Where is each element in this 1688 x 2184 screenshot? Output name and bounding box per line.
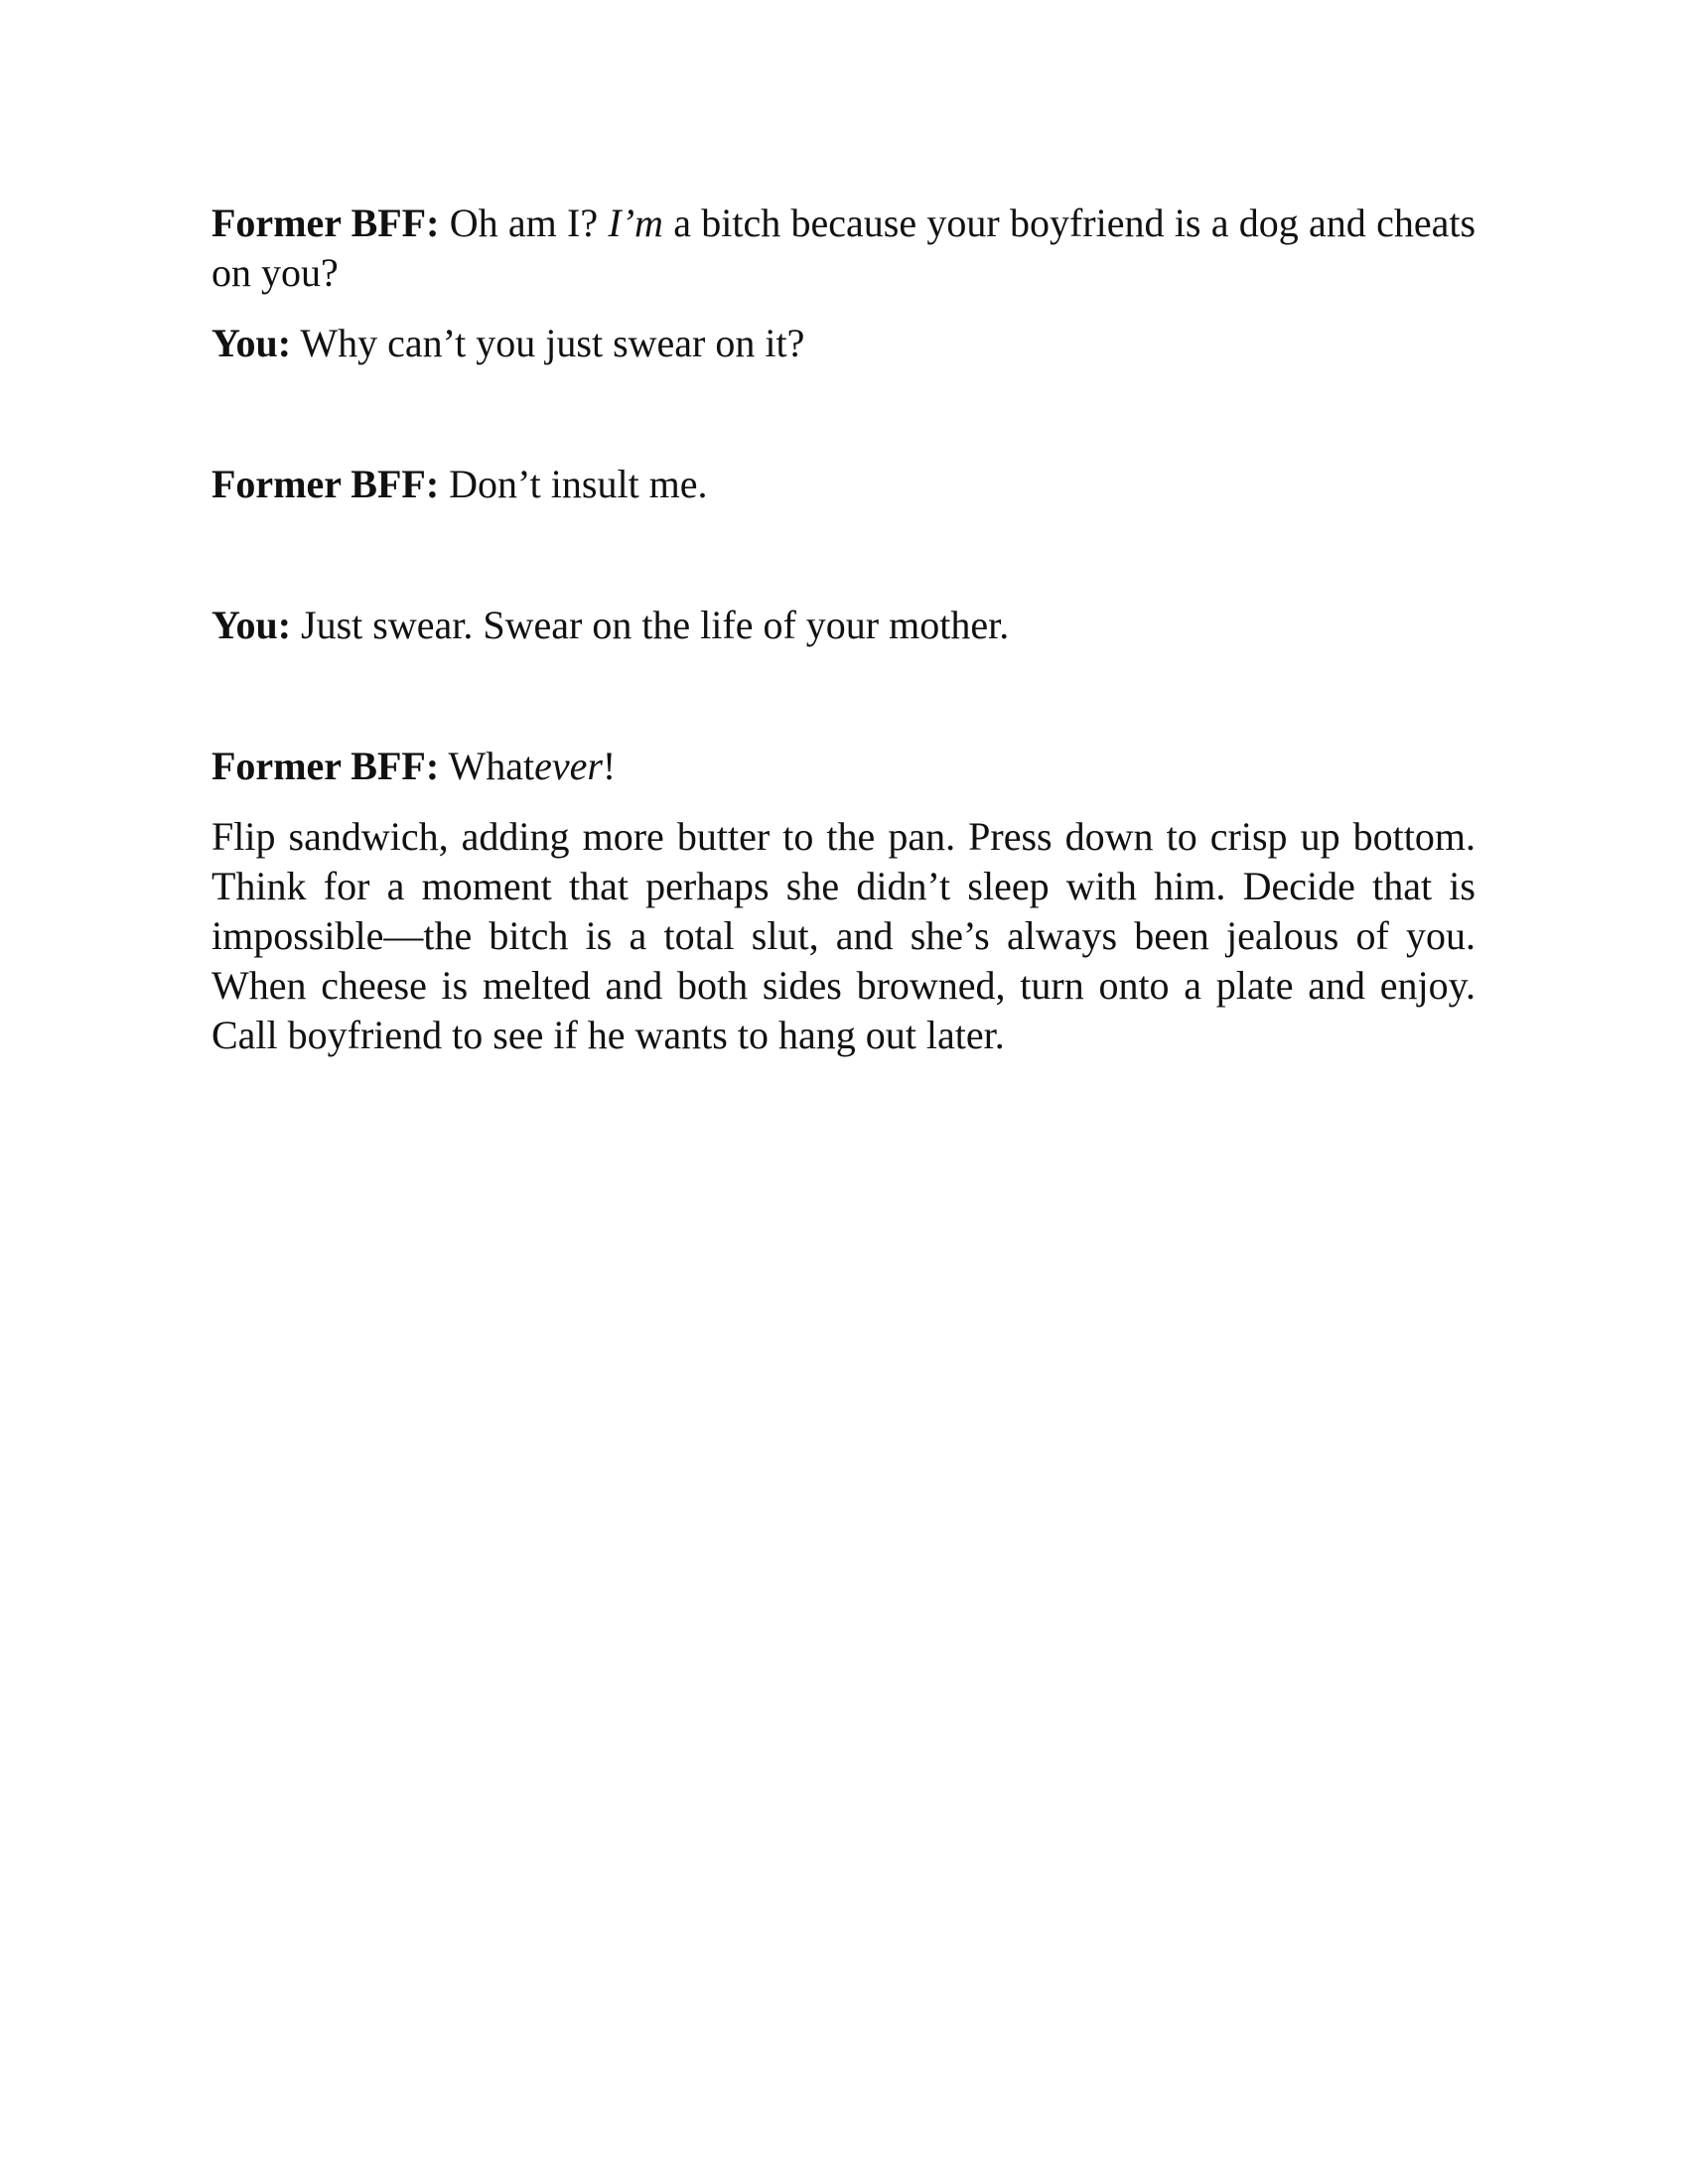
- dialogue-line: [211, 460, 1476, 509]
- dialogue-text: Don’t insult me.: [449, 462, 708, 506]
- dialogue-text: a bitch because your boyfriend is a dog and cheats on you?: [211, 201, 1477, 295]
- dialogue-text: What: [448, 744, 535, 788]
- dialogue-line: [211, 742, 1476, 791]
- speaker-label: You:: [211, 603, 292, 647]
- dialogue-text: Why can’t you just swear on it?: [300, 321, 805, 365]
- dialogue-line: [211, 601, 1476, 650]
- speaker-label: You:: [211, 321, 292, 365]
- dialogue-emphasis: I’m: [608, 201, 663, 245]
- dialogue-text: Oh am I?: [449, 201, 599, 245]
- dialogue-text: !: [602, 744, 617, 788]
- speaker-label: Former BFF:: [211, 744, 440, 788]
- body-paragraph: Flip sandwich, adding more butter to the pan. Press down to crisp up bottom. Think for a moment that perhaps she didn’t sleep with him. Decide that is impossible—the bitch is a total slut, and she’s always been jealous of you. When cheese is melted and both sides browned, turn onto a plate and enjoy. Call boyfriend to see if he wants to hang out later.: [211, 814, 1476, 1057]
- dialogue-line: [211, 319, 1476, 368]
- dialogue-line: [211, 199, 1476, 298]
- speaker-label: Former BFF:: [211, 462, 440, 506]
- dialogue-text: Just swear. Swear on the life of your mother.: [301, 603, 1010, 647]
- speaker-label: Former BFF:: [211, 201, 440, 245]
- dialogue-emphasis: ever: [534, 744, 603, 788]
